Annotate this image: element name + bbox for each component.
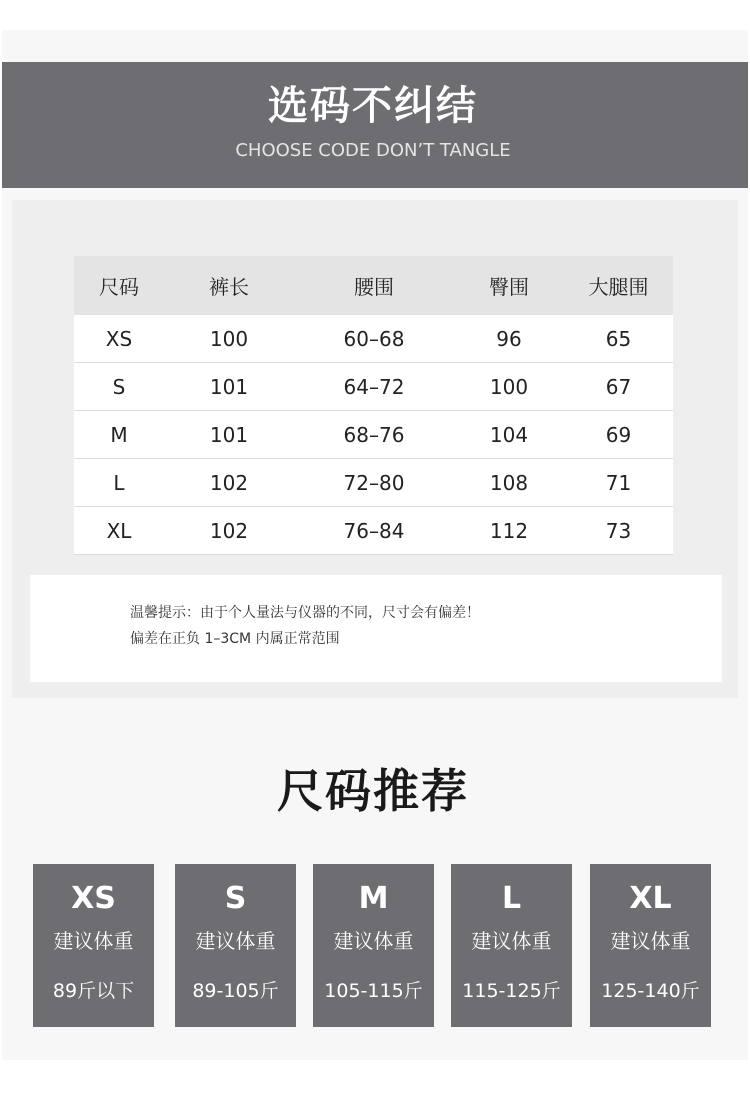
table-cell: XL xyxy=(74,507,164,555)
table-cell: 101 xyxy=(164,411,294,459)
size-card-l xyxy=(451,864,572,1027)
card-size: XL xyxy=(629,881,672,916)
table-cell: 64–72 xyxy=(294,363,454,411)
table-cell: 104 xyxy=(454,411,564,459)
card-weight: 115-125斤 xyxy=(462,980,561,1002)
table-cell: 101 xyxy=(164,363,294,411)
card-weight: 89-105斤 xyxy=(192,980,279,1002)
table-cell: 60–68 xyxy=(294,315,454,363)
header-subtitle: CHOOSE CODE DON’T TANGLE xyxy=(235,140,511,161)
header-title: 选码不纠结 xyxy=(268,83,478,129)
table-cell: L xyxy=(74,459,164,507)
column-header-hip: 臀围 xyxy=(454,256,564,315)
column-header-waist: 腰围 xyxy=(294,256,454,315)
table-cell: 67 xyxy=(564,363,673,411)
table-row xyxy=(74,507,673,555)
table-cell: 65 xyxy=(564,315,673,363)
card-size: S xyxy=(224,881,247,916)
card-label: 建议体重 xyxy=(610,929,691,953)
card-label: 建议体重 xyxy=(333,929,414,953)
size-card-xl xyxy=(590,864,711,1027)
measurement-note xyxy=(30,575,722,682)
table-cell: 100 xyxy=(454,363,564,411)
size-table xyxy=(74,256,673,555)
size-card-xs xyxy=(33,864,154,1027)
size-card-m xyxy=(313,864,434,1027)
note-line-2: 偏差在正负 1–3CM 内属正常范围 xyxy=(130,631,340,647)
table-cell: 102 xyxy=(164,459,294,507)
card-size: M xyxy=(358,881,389,916)
card-weight: 89斤以下 xyxy=(52,980,135,1002)
recommend-title: 尺码推荐 xyxy=(277,764,469,818)
table-cell: M xyxy=(74,411,164,459)
column-header-length: 裤长 xyxy=(164,256,294,315)
table-row xyxy=(74,459,673,507)
table-cell: 102 xyxy=(164,507,294,555)
table-cell: 69 xyxy=(564,411,673,459)
table-row xyxy=(74,363,673,411)
note-line-1: 温馨提示：由于个人量法与仪器的不同，尺寸会有偏差！ xyxy=(130,605,480,621)
card-weight: 105-115斤 xyxy=(324,980,423,1002)
column-header-thigh: 大腿围 xyxy=(564,256,673,315)
column-header-size: 尺码 xyxy=(74,256,164,315)
card-size: XS xyxy=(71,881,116,916)
card-label: 建议体重 xyxy=(53,929,134,953)
table-cell: 96 xyxy=(454,315,564,363)
table-header-row xyxy=(74,256,673,315)
card-label: 建议体重 xyxy=(471,929,552,953)
card-size: L xyxy=(501,881,522,916)
table-cell: S xyxy=(74,363,164,411)
table-cell: 72–80 xyxy=(294,459,454,507)
table-cell: 100 xyxy=(164,315,294,363)
card-label: 建议体重 xyxy=(195,929,276,953)
table-row xyxy=(74,411,673,459)
table-cell: 76–84 xyxy=(294,507,454,555)
table-cell: 108 xyxy=(454,459,564,507)
table-cell: 71 xyxy=(564,459,673,507)
table-cell: 73 xyxy=(564,507,673,555)
card-weight: 125-140斤 xyxy=(601,980,700,1002)
table-cell: 112 xyxy=(454,507,564,555)
table-cell: XS xyxy=(74,315,164,363)
size-card-s xyxy=(175,864,296,1027)
table-row xyxy=(74,315,673,363)
table-cell: 68–76 xyxy=(294,411,454,459)
